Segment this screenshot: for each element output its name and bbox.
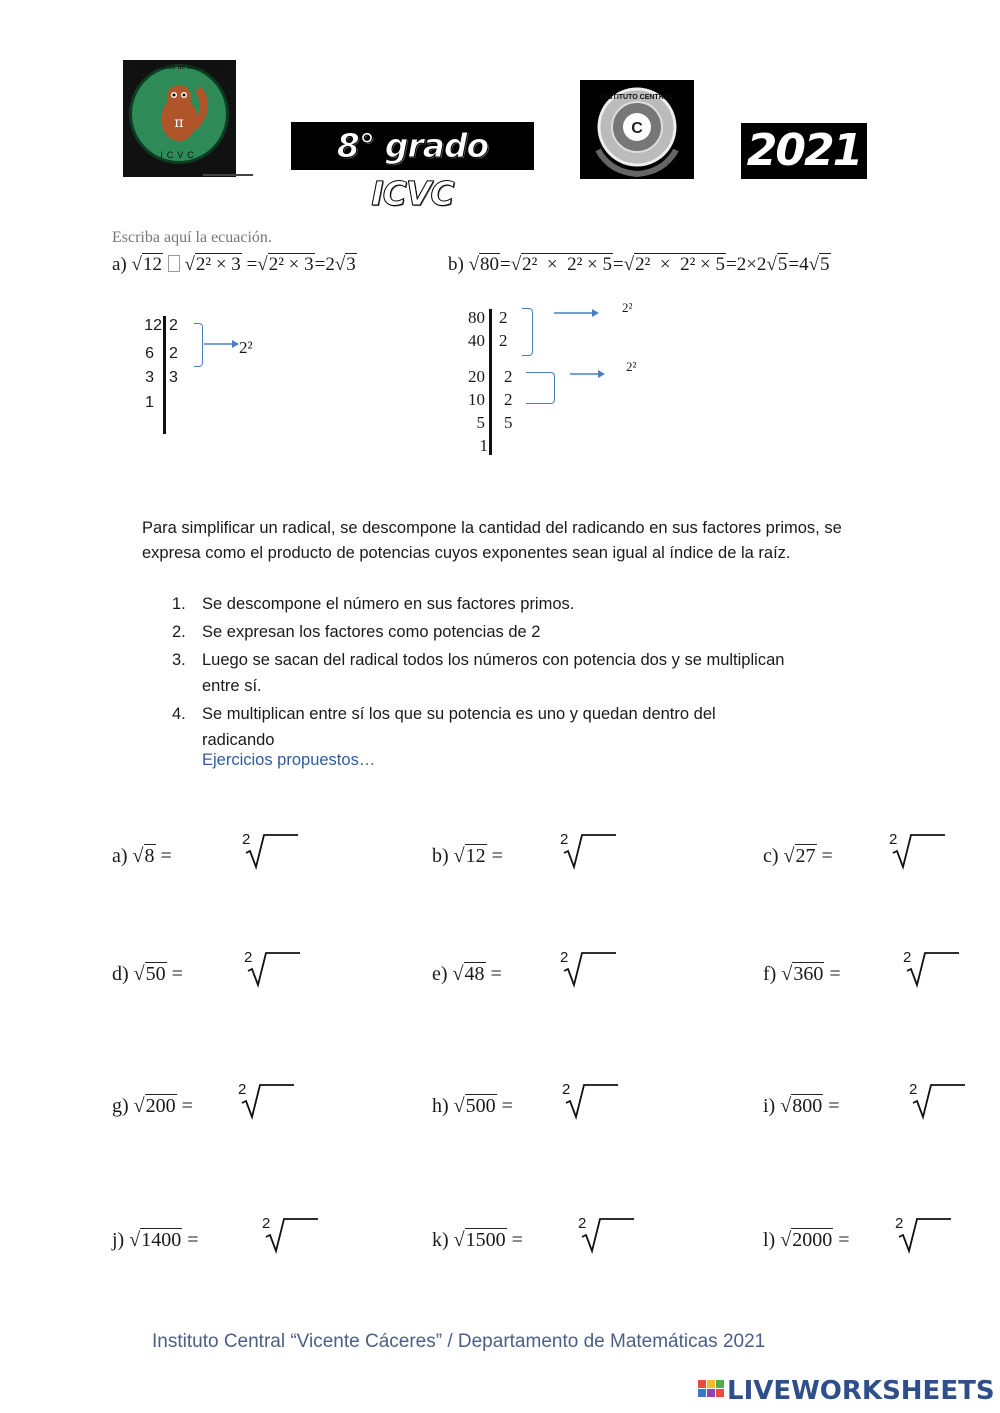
step-number: 1. [172,595,186,613]
equals: = [246,254,258,275]
root-index: 2 [903,949,912,966]
liveworksheets-logo-icon [698,1380,724,1404]
equals: = [181,1095,193,1117]
exercise-item [112,963,183,986]
sqrt-icon: √ [766,254,777,275]
bracket [526,372,555,404]
radicand: 2² × 2² × 5 [635,254,725,275]
equals: = [613,254,624,275]
sqrt-icon: √ [184,254,195,275]
exercise-item [763,1095,839,1118]
answer-root-field[interactable] [262,1215,318,1255]
answer-root-field[interactable] [889,831,945,871]
exercise-label: h) [432,1095,449,1117]
exercise-label: g) [112,1095,129,1117]
answer-root-field[interactable] [560,831,616,871]
squirrel-icon [132,67,226,161]
footer-text: Instituto Central “Vicente Cáceres” / Departamento de Matemáticas 2021 [152,1331,766,1352]
exercise-item [112,1229,198,1252]
table-cell: 2 [499,331,508,350]
exercise-item [112,1095,193,1118]
answer-root-field[interactable] [903,949,959,989]
school-logo [580,80,694,179]
table-divider [489,309,492,455]
radical-sign-icon [562,949,616,989]
bracket [194,323,203,367]
department-logo [123,60,236,177]
table-cell: 2 [504,390,513,409]
exercise-label: j) [112,1229,125,1251]
answer-root-field[interactable] [242,831,298,871]
radicand: 200 [145,1095,176,1117]
radical-sign-icon [891,831,945,871]
step-text: Se descompone el número en sus factores primos. [202,595,575,613]
brand-text: LIVEWORKSHEETS [727,1376,995,1406]
dept-logo-text: Departamento de Matemáticas [131,64,227,71]
radicand: 1500 [465,1229,506,1251]
root-index: 2 [238,1081,247,1098]
school-logo-text: INSTITUTO CENTRAL [600,94,674,101]
table-cell: 2 [499,308,508,327]
exercise-item [432,1229,523,1252]
radicand: 2000 [792,1229,833,1251]
bracket [522,308,533,356]
root-index: 2 [889,831,898,848]
list-item [172,701,852,753]
table-cell: 5 [476,413,485,432]
radicand: 2² × 2² × 5 [522,254,612,275]
radicand: 1400 [141,1229,182,1251]
answer-root-field[interactable] [578,1215,634,1255]
answer-root-field[interactable] [238,1081,294,1121]
table-cell: 1 [145,394,154,411]
exercise-label: l) [763,1229,776,1251]
exercise-item [112,845,172,868]
equals: = [828,1095,840,1117]
sqrt-icon: √ [468,254,480,275]
radicand: 27 [795,845,816,867]
table-cell: 5 [504,413,513,432]
exercise-item [763,845,833,868]
exercise-label: f) [763,963,777,985]
step-number: 2. [172,623,186,641]
root-index: 2 [560,949,569,966]
step-text: Luego se sacan del radical todos los números con potencia dos y se multiplican entre sí. [202,651,785,695]
radicand: 3 [346,254,356,275]
table-cell: 3 [169,369,178,386]
table-cell: 2 [169,317,178,334]
arrow-right-icon [204,338,240,350]
root-index: 2 [562,1081,571,1098]
radicand: 80 [480,254,500,275]
sqrt-icon: √ [132,845,144,867]
radicand: 2² × 3 [268,254,314,275]
equals: = [491,845,503,867]
steps-list [172,591,852,755]
equals: = [187,1229,199,1251]
equals: =2 [314,254,335,275]
list-item [172,647,852,699]
table-cell: 2 [504,367,513,386]
exercise-label: b) [432,845,449,867]
root-index: 2 [244,949,253,966]
example-label: b) [448,254,464,275]
table-cell: 2 [169,345,178,362]
sqrt-icon: √ [453,1229,465,1251]
radicand: 50 [145,963,166,985]
radicand: 12 [465,845,486,867]
example-a-equation [112,254,357,276]
svg-text:π: π [174,115,184,131]
power-note: 2² [626,359,637,374]
root-index: 2 [895,1215,904,1232]
equals: = [511,1229,523,1251]
radical-sign-icon [564,1081,618,1121]
step-number: 4. [172,705,186,723]
explanation-paragraph: Para simplificar un radical, se descompone la cantidad del radicando en sus factores primos, se expresa como el producto de potencias cuyos exponentes sean igual al índice de la raíz. [142,519,842,562]
exercise-label: i) [763,1095,776,1117]
equals: =2×2 [725,254,767,275]
radical-sign-icon [911,1081,965,1121]
step-text: Se expresan los factores como potencias de 2 [202,623,541,641]
answer-root-field[interactable] [244,949,300,989]
root-index: 2 [578,1215,587,1232]
exercises-title: Ejercicios propuestos… [202,751,376,769]
root-index: 2 [262,1215,271,1232]
radical-sign-icon [897,1215,951,1255]
radicand: 48 [464,963,485,985]
sqrt-icon: √ [780,1095,792,1117]
table-cell: 80 [468,308,485,327]
sqrt-icon: √ [808,254,820,275]
answer-root-field[interactable] [909,1081,965,1121]
answer-root-field[interactable] [895,1215,951,1255]
table-cell: 10 [468,390,485,409]
equation-placeholder[interactable]: Escriba aquí la ecuación. [112,229,272,246]
radical-sign-icon [240,1081,294,1121]
power-note: 2² [622,300,633,315]
dept-logo-initials: ICVC [160,150,198,160]
radical-sign-icon [905,949,959,989]
sqrt-icon: √ [783,845,795,867]
root-index: 2 [242,831,251,848]
sqrt-icon: √ [133,963,145,985]
radicand: 8 [144,845,155,867]
liveworksheets-brand[interactable] [698,1376,995,1406]
sqrt-icon: √ [129,1229,141,1251]
exercise-label: c) [763,845,779,867]
example-b-equation [448,254,831,276]
radicand: 12 [142,254,162,275]
table-divider [163,316,166,434]
radicand: 2² × 3 [195,254,241,275]
list-item [172,619,852,645]
sqrt-icon: √ [780,1229,792,1251]
sqrt-icon: √ [257,254,268,275]
arrow-right-icon [554,307,600,319]
equals: = [821,845,833,867]
equals: = [501,1095,513,1117]
example-label: a) [112,254,127,275]
sqrt-icon: √ [510,254,522,275]
table-cell: 3 [145,369,154,386]
exercise-item [432,845,503,868]
radical-sign-icon [246,949,300,989]
table-cell: 20 [468,367,485,386]
exercise-item [763,1229,849,1252]
sqrt-icon: √ [131,254,142,275]
radicand: 500 [465,1095,496,1117]
equals: = [160,845,172,867]
exercise-label: a) [112,845,128,867]
radicand: 800 [792,1095,823,1117]
table-cell: 6 [145,345,154,362]
exercise-item [432,1095,513,1118]
answer-root-field[interactable] [560,949,616,989]
sqrt-icon: √ [453,1095,465,1117]
radicand: 360 [793,963,824,985]
root-index: 2 [560,831,569,848]
table-cell: 1 [479,436,488,455]
radical-sign-icon [562,831,616,871]
root-index: 2 [909,1081,918,1098]
step-number: 3. [172,651,186,669]
arrow-right-icon [570,368,606,380]
equals: = [490,963,502,985]
equals: = [500,254,511,275]
exercise-label: k) [432,1229,449,1251]
sqrt-icon: √ [453,845,465,867]
table-cell: 12 [144,317,162,334]
exercise-label: e) [432,963,448,985]
sqrt-icon: √ [781,963,793,985]
divider [203,174,253,176]
exercise-item [763,963,841,986]
exercise-item [432,963,502,986]
sqrt-icon: √ [623,254,635,275]
svg-text:C: C [631,120,643,137]
power-note: 2² [239,338,253,357]
exercise-label: d) [112,963,129,985]
equals: = [171,963,183,985]
radical-sign-icon [580,1215,634,1255]
list-item [172,591,852,617]
radicand: 5 [820,254,830,275]
sqrt-icon: √ [452,963,464,985]
grade-title: 8° grado ICVC [291,122,534,170]
radical-sign-icon [244,831,298,871]
sqrt-icon: √ [133,1095,145,1117]
step-text: Se multiplican entre sí los que su potencia es uno y quedan dentro del radicando [202,705,716,749]
equals: =4 [788,254,809,275]
equals: = [838,1229,850,1251]
year-banner: 2021 [741,123,867,179]
sqrt-icon: √ [334,254,346,275]
table-cell: 40 [468,331,485,350]
answer-root-field[interactable] [562,1081,618,1121]
unknown-symbol [168,255,180,272]
radical-sign-icon [264,1215,318,1255]
equals: = [829,963,841,985]
radicand: 5 [777,254,788,275]
